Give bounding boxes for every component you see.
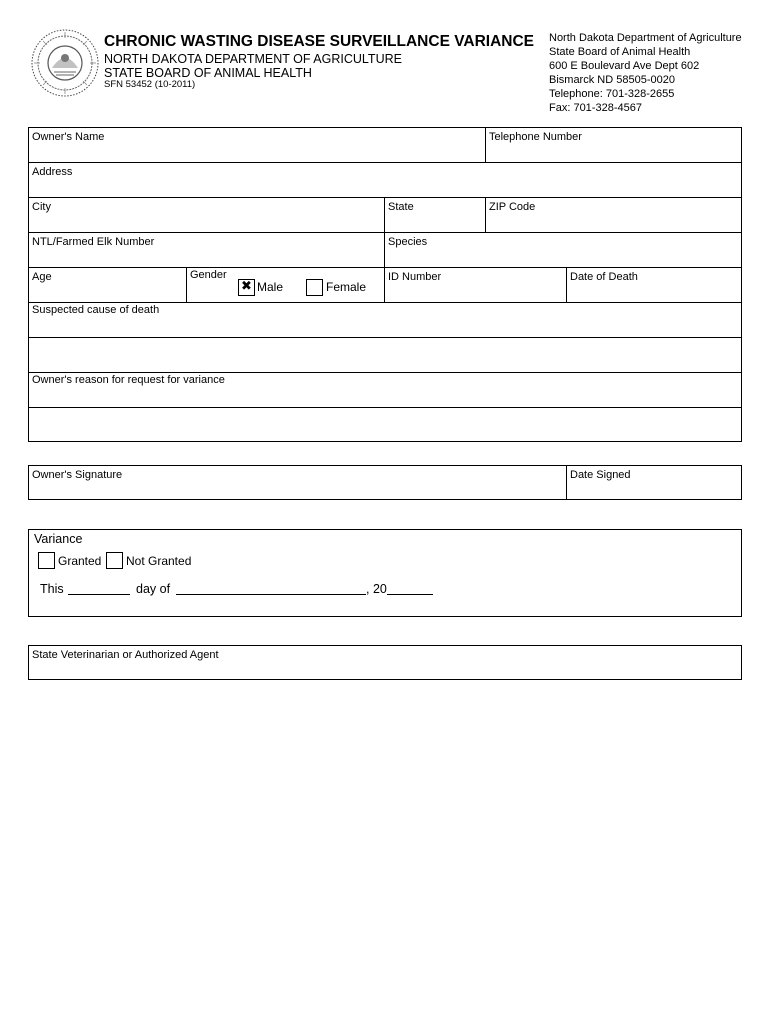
state-field[interactable] (384, 197, 486, 233)
not-granted-label: Not Granted (126, 554, 192, 568)
variance-reason-line2[interactable] (28, 407, 742, 442)
zip-field[interactable] (485, 197, 742, 233)
male-label: Male (257, 280, 284, 294)
form-number: SFN 53452 (10-2011) (104, 79, 196, 90)
city-label: City (32, 201, 51, 213)
ntl-elk-number-field[interactable] (28, 232, 385, 268)
male-checkbox[interactable] (238, 279, 255, 296)
female-label: Female (326, 280, 367, 294)
year-line[interactable] (387, 594, 433, 595)
contact-line: State Board of Animal Health (549, 46, 691, 58)
date-signed-label: Date Signed (570, 469, 631, 481)
state-seal-icon (30, 28, 100, 98)
date-of-death-field[interactable] (566, 267, 742, 303)
owner-signature-field[interactable] (28, 465, 567, 500)
ntl-elk-number-label: NTL/Farmed Elk Number (32, 236, 155, 248)
city-field[interactable] (28, 197, 385, 233)
variance-heading: Variance (34, 532, 83, 546)
owners-name-label: Owner's Name (32, 131, 105, 143)
date-signed-field[interactable] (566, 465, 742, 500)
variance-this-text: This (40, 582, 64, 596)
telephone-field[interactable] (485, 127, 742, 163)
contact-block (549, 31, 742, 115)
board-name: STATE BOARD OF ANIMAL HEALTH (104, 66, 312, 80)
variance-reason-field[interactable] (28, 372, 742, 408)
granted-label: Granted (58, 554, 102, 568)
id-number-label: ID Number (388, 271, 442, 283)
variance-section (28, 529, 742, 617)
granted-checkbox[interactable] (38, 552, 55, 569)
species-field[interactable] (384, 232, 742, 268)
age-label: Age (32, 271, 52, 283)
contact-line: 600 E Boulevard Ave Dept 602 (549, 60, 700, 72)
address-field[interactable] (28, 162, 742, 198)
zip-label: ZIP Code (489, 201, 536, 213)
month-line[interactable] (176, 594, 366, 595)
variance-year-prefix: , 20 (366, 582, 387, 596)
cause-of-death-label: Suspected cause of death (32, 304, 160, 316)
cause-of-death-line2[interactable] (28, 337, 742, 373)
species-label: Species (388, 236, 428, 248)
contact-line: Telephone: 701-328-2655 (549, 88, 675, 100)
authorized-agent-field[interactable] (28, 645, 742, 680)
cause-of-death-field[interactable] (28, 302, 742, 338)
date-of-death-label: Date of Death (570, 271, 638, 283)
id-number-field[interactable] (384, 267, 567, 303)
telephone-label: Telephone Number (489, 131, 582, 143)
age-field[interactable] (28, 267, 187, 303)
department-name: NORTH DAKOTA DEPARTMENT OF AGRICULTURE (104, 52, 402, 66)
form-title: CHRONIC WASTING DISEASE SURVEILLANCE VARIANCE (104, 33, 535, 50)
contact-line: Bismarck ND 58505-0020 (549, 74, 675, 86)
gender-label: Gender (190, 269, 227, 281)
variance-reason-label: Owner's reason for request for variance (32, 374, 225, 386)
female-checkbox[interactable] (306, 279, 323, 296)
authorized-agent-label: State Veterinarian or Authorized Agent (32, 649, 219, 661)
address-label: Address (32, 166, 73, 178)
owner-signature-label: Owner's Signature (32, 469, 123, 481)
state-label: State (388, 201, 414, 213)
variance-day-of-text: day of (136, 582, 171, 596)
contact-line: Fax: 701-328-4567 (549, 102, 642, 114)
not-granted-checkbox[interactable] (106, 552, 123, 569)
day-line[interactable] (68, 594, 130, 595)
contact-line: North Dakota Department of Agriculture (549, 32, 742, 44)
owners-name-field[interactable] (28, 127, 486, 163)
